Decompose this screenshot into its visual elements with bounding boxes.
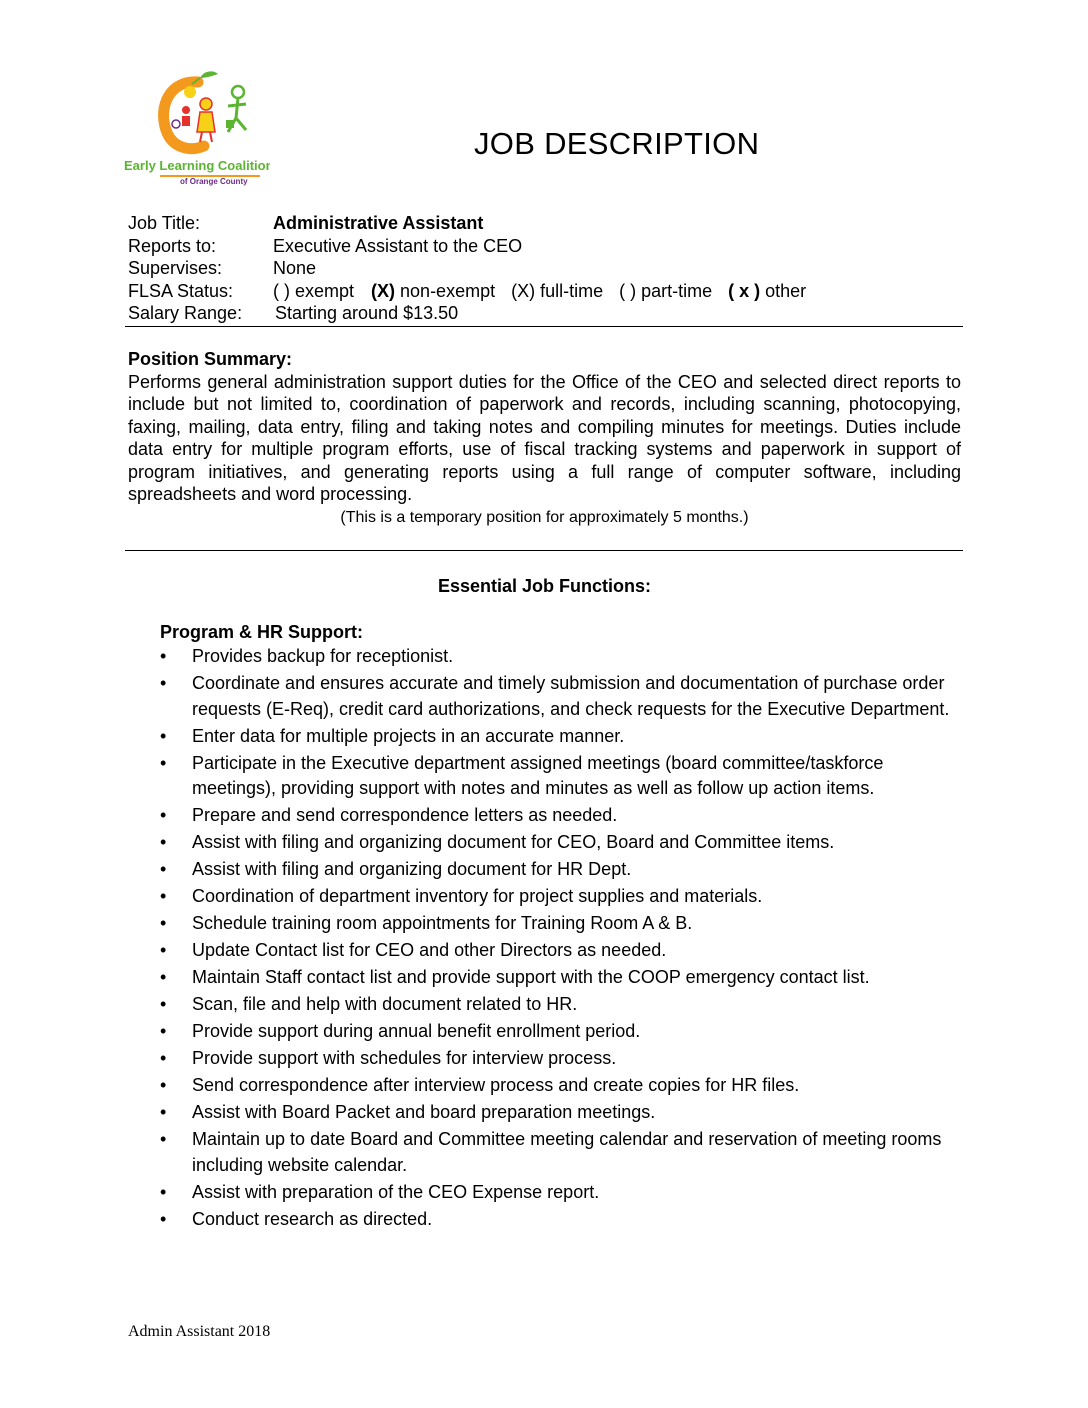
job-title-value: Administrative Assistant: [273, 213, 484, 233]
list-item: • Conduct research as directed.: [160, 1207, 960, 1233]
functions-heading: Essential Job Functions:: [437, 576, 652, 596]
reports-to-label: Reports to:: [128, 235, 217, 256]
summary-text: Performs general administration support duties for the Office of the CEO and selected direct reports to include but not limited to, coordination of paperwork and records, including scanning, photocopying, faxing, mailing, data entry, filing and taking notes and compiling minutes for meetings. Duties include data entry for multiple program efforts, use of fiscal tracking systems and paperwork in support of program initiatives, and generating reports using a full range of computer software, including spreadsheets and word processing.: [128, 371, 961, 504]
bullet-icon: •: [160, 646, 167, 666]
list-item: • Enter data for multiple projects in an accurate manner.: [160, 724, 960, 750]
list-item: • Coordination of department inventory for project supplies and materials.: [160, 884, 960, 910]
bullet-icon: •: [160, 994, 167, 1014]
logo-subtitle: of Orange County: [180, 177, 248, 186]
salary-label: Salary Range:: [128, 303, 243, 323]
bullet-icon: •: [160, 673, 167, 693]
supervises-row: [128, 257, 806, 280]
list-item: • Schedule training room appointments for Training Room A & B.: [160, 911, 960, 937]
list-item: • Update Contact list for CEO and other Directors as needed.: [160, 938, 960, 964]
list-item: • Prepare and send correspondence letters as needed.: [160, 803, 960, 829]
section-divider: [125, 326, 963, 327]
bullet-icon: •: [160, 967, 167, 987]
bullet-icon: •: [160, 940, 167, 960]
bullet-icon: •: [160, 1129, 167, 1149]
flsa-other-mark: ( x ): [728, 280, 761, 301]
summary-heading: Position Summary:: [128, 349, 293, 369]
list-item: • Maintain up to date Board and Committee meeting calendar and reservation of meeting rooms including website calendar.: [160, 1127, 960, 1178]
page-footer: Admin Assistant 2018: [128, 1323, 271, 1340]
flsa-row: [128, 280, 806, 303]
salary-value: Starting around $13.50: [275, 303, 459, 323]
bullet-icon: •: [160, 752, 167, 773]
flsa-nonexempt-text: non-exempt: [395, 280, 496, 301]
list-item: • Maintain Staff contact list and provide support with the COOP emergency contact list.: [160, 965, 960, 991]
bullet-icon: •: [160, 832, 167, 852]
list-item: • Provides backup for receptionist.: [160, 644, 960, 670]
list-item: • Scan, file and help with document related to HR.: [160, 992, 960, 1018]
list-item: • Provide support during annual benefit enrollment period.: [160, 1019, 960, 1045]
list-item: • Assist with filing and organizing document for CEO, Board and Committee items.: [160, 830, 960, 856]
bullet-icon: •: [160, 1075, 167, 1095]
bullet-icon: •: [160, 1208, 167, 1229]
bullet-icon: •: [160, 1048, 167, 1068]
bullet-icon: •: [160, 859, 167, 879]
job-info-table: [128, 212, 806, 325]
list-item: • Coordinate and ensures accurate and timely submission and documentation of purchase order requests (E-Req), credit card authorizations, and check requests for the Executive Department.: [160, 671, 960, 722]
flsa-parttime: ( ) part-time: [619, 280, 713, 301]
section-divider: [125, 550, 963, 551]
organization-logo: [120, 66, 270, 186]
bullet-icon: •: [160, 725, 167, 746]
flsa-nonexempt-mark: (X): [371, 280, 396, 301]
list-item: • Send correspondence after interview process and create copies for HR files.: [160, 1073, 960, 1099]
salary-row: [128, 302, 806, 325]
supervises-label: Supervises:: [128, 258, 223, 278]
flsa-fulltime: (X) full-time: [511, 280, 604, 301]
flsa-exempt: ( ) exempt: [273, 280, 355, 301]
page-title: JOB DESCRIPTION: [474, 126, 760, 161]
flsa-label: FLSA Status:: [128, 280, 234, 301]
bullet-icon: •: [160, 1102, 167, 1122]
list-item: • Provide support with schedules for interview process.: [160, 1046, 960, 1072]
list-item: • Assist with preparation of the CEO Expense report.: [160, 1180, 960, 1206]
functions-list: [160, 644, 960, 1234]
logo-wordmark: Early Learning Coalition: [124, 158, 270, 173]
bullet-icon: •: [160, 1181, 167, 1202]
summary-note: (This is a temporary position for approximately 5 months.): [340, 509, 749, 526]
bullet-icon: •: [160, 886, 167, 906]
list-item: • Assist with Board Packet and board preparation meetings.: [160, 1100, 960, 1126]
job-title-row: [128, 212, 806, 235]
bullet-icon: •: [160, 805, 167, 825]
flsa-other-text: other: [760, 280, 807, 301]
bullet-icon: •: [160, 913, 167, 933]
reports-to-value: Executive Assistant to the CEO: [273, 235, 523, 256]
bullet-icon: •: [160, 1021, 167, 1041]
reports-to-row: [128, 235, 806, 258]
supervises-value: None: [273, 258, 317, 278]
list-item: • Participate in the Executive department assigned meetings (board committee/taskforce meetings), providing support with notes and minutes as well as follow up action items.: [160, 751, 960, 802]
functions-subheading: Program & HR Support:: [160, 622, 364, 642]
job-title-label: Job Title:: [128, 213, 201, 233]
list-item: • Assist with filing and organizing document for HR Dept.: [160, 857, 960, 883]
position-summary: [128, 348, 961, 506]
